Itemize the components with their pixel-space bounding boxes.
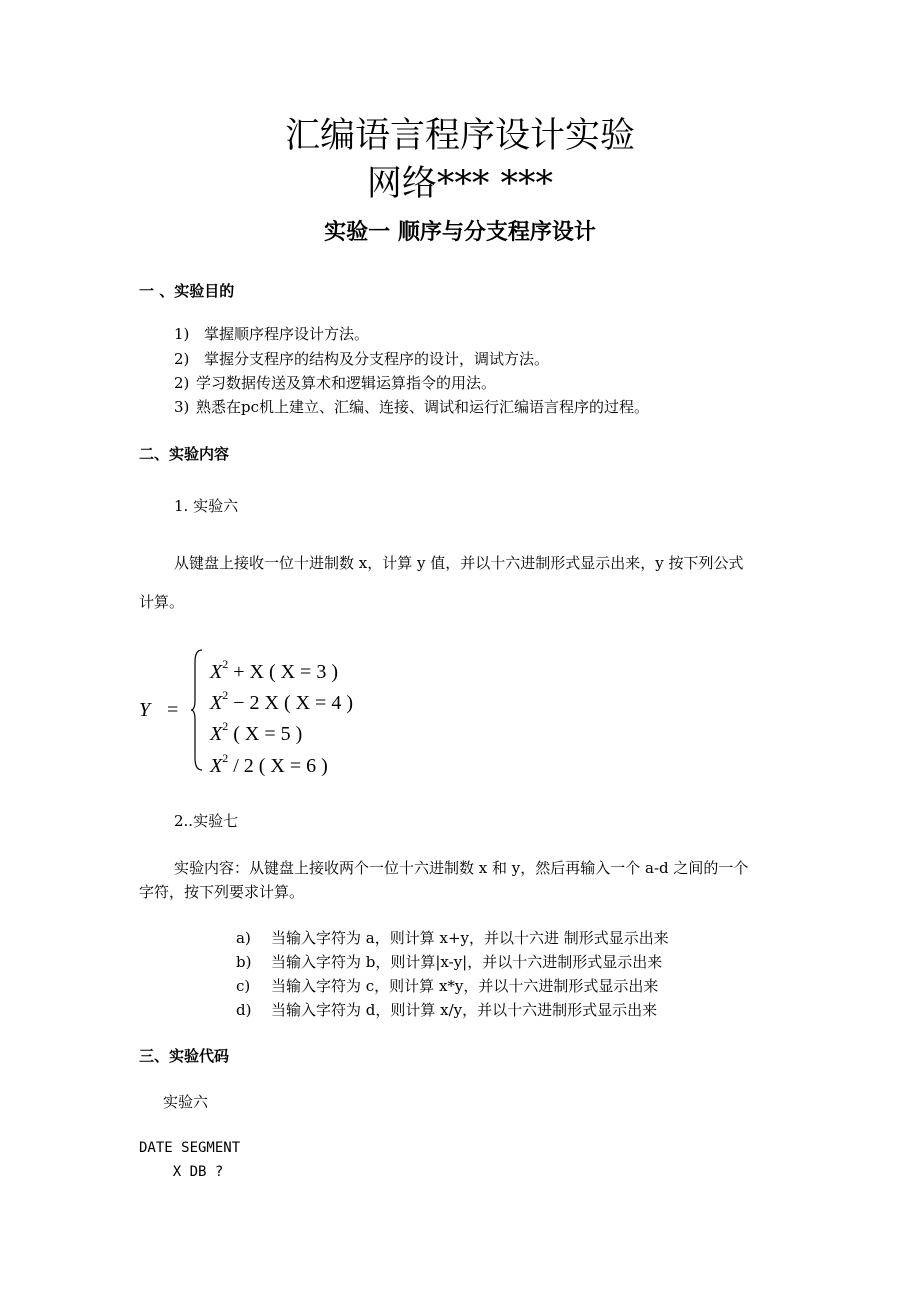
exp7-item-text: 当输入字符为 a，则计算 x+y，并以十六进 制形式显示出来: [271, 929, 669, 947]
purpose-item-text: 掌握分支程序的结构及分支程序的设计，调试方法。: [204, 350, 550, 368]
purpose-item: [174, 349, 549, 369]
purpose-item-num: 3): [174, 398, 190, 416]
exp6-label: 1. 实验六: [174, 497, 239, 515]
exp7-description-line1: 实验内容：从键盘上接收两个一位十六进制数 x 和 y，然后再输入一个 a-d 之间的一个: [174, 859, 749, 877]
formula-case-exp: 2: [222, 657, 229, 671]
formula-case-rest: − 2 X ( X = 4 ): [228, 692, 353, 714]
doc-title: 汇编语言程序设计实验: [284, 116, 635, 156]
code-line: DATE SEGMENT: [139, 1140, 241, 1156]
formula-case-exp: 2: [222, 751, 229, 765]
formula-lhs: [139, 698, 150, 722]
formula-case-base: X: [210, 723, 223, 745]
section-heading-purpose: 一 、实验目的: [139, 282, 235, 300]
doc-author: 网络*** ***: [366, 164, 554, 204]
purpose-item: [174, 373, 496, 393]
formula-case-base: X: [210, 755, 223, 777]
exp7-item-num: d): [236, 1001, 252, 1019]
code-subheading: 实验六: [163, 1093, 209, 1111]
formula-case-base: X: [210, 692, 223, 714]
purpose-item-text: 学习数据传送及算术和逻辑运算指令的用法。: [196, 374, 497, 392]
exp7-item-num: b): [236, 953, 252, 971]
formula-equals: =: [167, 699, 179, 721]
formula-case-rest: + X ( X = 3 ): [228, 661, 338, 683]
code-line: X DB ?: [139, 1164, 224, 1180]
purpose-item-text: 掌握顺序程序设计方法。: [204, 325, 370, 343]
left-brace-icon: [190, 648, 206, 772]
exp7-item: [236, 976, 658, 996]
purpose-item: [174, 324, 369, 344]
purpose-item-num: 1): [174, 325, 190, 343]
exp7-item-text: 当输入字符为 d，则计算 x/y，并以十六进制形式显示出来: [271, 1001, 658, 1019]
exp7-description-line2: 字符，按下列要求计算。: [139, 883, 305, 901]
exp7-label: 2..实验七: [174, 812, 239, 830]
exp6-description-line2: 计算。: [139, 593, 185, 611]
formula-case: [210, 683, 353, 715]
exp7-item: [236, 1000, 657, 1020]
formula-case-base: X: [210, 661, 223, 683]
formula-case-exp: 2: [222, 719, 229, 733]
exp6-description-line1: 从键盘上接收一位十进制数 x，计算 y 值，并以十六进制形式显示出来，y 按下列公式: [174, 554, 744, 572]
formula-case-exp: 2: [222, 688, 229, 702]
formula-y: Y: [139, 699, 151, 721]
exp7-item: [236, 952, 662, 972]
exp7-item-num: c): [236, 977, 251, 995]
section-heading-content: 二、实验内容: [139, 445, 230, 463]
purpose-item-text: 熟悉在pc机上建立、汇编、连接、调试和运行汇编语言程序的过程。: [196, 398, 650, 416]
purpose-item-num: 2): [174, 374, 190, 392]
purpose-item-num: 2): [174, 350, 190, 368]
formula-case: [210, 652, 338, 684]
exp7-item-text: 当输入字符为 b，则计算|x-y|，并以十六进制形式显示出来: [271, 953, 663, 971]
experiment-title: 实验一 顺序与分支程序设计: [324, 220, 596, 245]
formula-case: [210, 746, 328, 778]
exp7-item-num: a): [236, 929, 251, 947]
purpose-item: [174, 397, 649, 417]
exp7-item-text: 当输入字符为 c，则计算 x*y，并以十六进制形式显示出来: [271, 977, 659, 995]
formula-case: [210, 714, 302, 746]
formula-case-rest: ( X = 5 ): [228, 723, 303, 745]
formula-case-rest: / 2 ( X = 6 ): [228, 755, 328, 777]
exp7-item: [236, 928, 669, 948]
section-heading-code: 三、实验代码: [139, 1047, 230, 1065]
